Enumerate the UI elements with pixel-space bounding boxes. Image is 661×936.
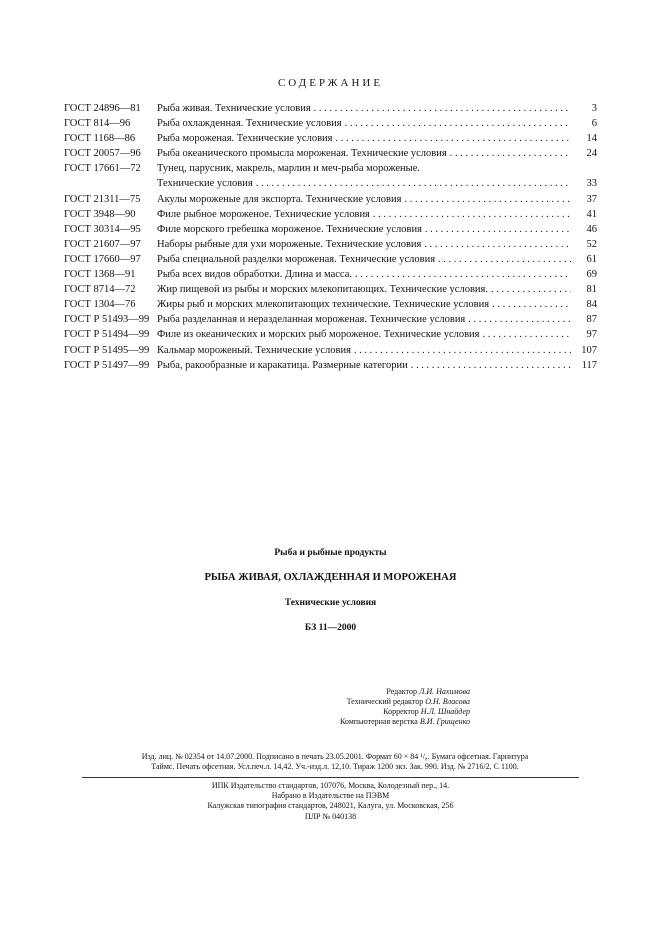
toc-entry [64, 252, 597, 267]
credit-role: Редактор [386, 687, 417, 696]
toc-title-block [157, 327, 597, 342]
toc-title-block [157, 192, 597, 207]
toc-title-line [157, 207, 597, 222]
toc-title-text: Наборы рыбные для ухи мороженые. Технические условия [157, 238, 422, 250]
toc-title-block [157, 358, 597, 373]
toc-leader-dots [408, 358, 571, 373]
toc-leader-dots [351, 343, 571, 358]
credit-line [240, 697, 470, 707]
toc-entry [64, 222, 597, 237]
toc-title-block [157, 267, 597, 282]
toc-leader-dots [422, 222, 571, 237]
toc-entry [64, 267, 597, 282]
credits-block [240, 687, 470, 727]
toc-title-block [157, 131, 597, 146]
toc-entry [64, 297, 597, 312]
toc-leader-dots [421, 237, 571, 252]
publisher-line: Калужская типография стандартов, 248021, Калуга, ул. Московская, 256 [207, 801, 454, 811]
toc-title-block [157, 343, 597, 358]
imprint-block [40, 752, 630, 773]
toc-page-number: 61 [586, 253, 597, 265]
toc-title-text: Технические условия [157, 178, 253, 190]
toc-entry [64, 146, 597, 161]
toc-code: ГОСТ Р 51493—99 [64, 314, 150, 326]
toc-code: ГОСТ 1168—86 [64, 133, 136, 145]
toc-title-text: Тунец, парусник, макрель, марлин и меч-рыба мороженые. [157, 163, 421, 175]
toc-leader-dots [342, 116, 571, 131]
toc-page-number: 52 [586, 238, 597, 250]
toc-title-text: Рыба, ракообразные и каракатица. Размерные категории [157, 359, 408, 371]
credit-role: Технический редактор [346, 697, 424, 706]
toc-code: ГОСТ 24896—81 [64, 103, 141, 114]
toc-page-number: 107 [581, 344, 597, 356]
toc-title-text: Рыба охлажденная. Технические условия [157, 118, 342, 130]
toc-title-line [157, 282, 597, 297]
toc-title-text: Акулы мороженые для экспорта. Технические условия [157, 193, 402, 205]
imprint-line: Таймс. Печать офсетная. Усл.печ.л. 14,42. Уч.-изд.л. 12,10. Тираж 1200 экз. Зак. 990. Изд. № 2716/2. С 1100. [151, 762, 519, 772]
toc-title-line [157, 252, 597, 267]
toc-title-line [157, 131, 597, 146]
table-of-contents [64, 101, 597, 373]
toc-page-number: 81 [586, 284, 597, 296]
toc-code: ГОСТ Р 51494—99 [64, 329, 150, 341]
toc-code: ГОСТ 8714—72 [64, 284, 136, 296]
imprint-line: Изд. лиц. № 02354 от 14.07.2000. Подписано в печать 23.05.2001. Формат 60 × 84 ¹/₈. Бумага офсетная. Гарнитура [141, 752, 529, 761]
toc-page-number: 24 [586, 148, 597, 160]
credit-name: Н.Л. Шнайдер [420, 707, 470, 716]
toc-code: ГОСТ 814—96 [64, 118, 131, 130]
collection-series: Рыба и рыбные продукты [274, 548, 387, 558]
toc-code: ГОСТ 21311—75 [64, 193, 141, 205]
toc-page-number: 117 [581, 359, 597, 371]
toc-page-number: 97 [586, 329, 597, 341]
toc-title-block [157, 101, 597, 116]
toc-title-line [157, 267, 597, 282]
toc-title-block [157, 161, 597, 191]
collection-code: БЗ 11—2000 [304, 623, 357, 633]
toc-entry [64, 131, 597, 146]
publisher-line: ИПК Издательство стандартов, 107076, Москва, Колодезный пер., 14. [211, 781, 450, 790]
toc-code: ГОСТ 17660—97 [64, 253, 141, 265]
toc-page-number: 3 [591, 103, 597, 114]
toc-page-number: 87 [586, 314, 597, 326]
toc-title-text: Рыба специальной разделки мороженая. Технические условия [157, 253, 436, 265]
toc-leader-dots [465, 312, 571, 327]
toc-code: ГОСТ 20057—96 [64, 148, 141, 160]
toc-page-number: 14 [586, 133, 597, 145]
toc-entry [64, 192, 597, 207]
toc-title-block [157, 237, 597, 252]
credit-name: О.Н. Власова [425, 697, 470, 706]
toc-title-block [157, 116, 597, 131]
collection-subtitle: Технические условия [284, 598, 377, 608]
publisher-line: Набрано в Издательстве на ПЭВМ [271, 791, 390, 801]
toc-page-number: 33 [586, 178, 597, 190]
toc-leader-dots [435, 252, 571, 267]
publisher-block [0, 781, 661, 822]
toc-entry [64, 207, 597, 222]
toc-title-line [157, 192, 597, 207]
toc-entry [64, 237, 597, 252]
toc-leader-dots [370, 207, 571, 222]
toc-code: ГОСТ 3948—90 [64, 208, 136, 220]
toc-page-number: 37 [586, 193, 597, 205]
toc-title-text: Кальмар мороженый. Технические условия [157, 344, 351, 356]
publisher-line: ПЛР № 040138 [304, 811, 357, 821]
toc-title-text: Рыба мороженая. Технические условия [157, 133, 333, 145]
divider-line [82, 777, 579, 778]
toc-entry [64, 343, 597, 358]
toc-title-line [157, 101, 597, 116]
toc-title-line [157, 237, 597, 252]
toc-code: ГОСТ Р 51497—99 [64, 359, 150, 371]
toc-title-line [157, 312, 597, 327]
toc-title-block [157, 207, 597, 222]
toc-page-number: 69 [586, 269, 597, 281]
toc-entry [64, 116, 597, 131]
toc-page-number: 41 [586, 208, 597, 220]
toc-title-line [157, 343, 597, 358]
toc-leader-dots [333, 131, 572, 146]
toc-entry [64, 101, 597, 116]
toc-code: ГОСТ 30314—95 [64, 223, 141, 235]
toc-leader-dots [253, 176, 571, 191]
toc-leader-dots [489, 297, 571, 312]
toc-code: ГОСТ 21607—97 [64, 238, 141, 250]
toc-title-text: Рыба океанического промысла мороженая. Технические условия [157, 148, 447, 160]
credit-line [240, 687, 470, 697]
toc-entry [64, 161, 597, 191]
toc-page-number: 46 [586, 223, 597, 235]
toc-entry [64, 282, 597, 297]
toc-leader-dots [352, 267, 571, 282]
toc-title-line [157, 358, 597, 373]
toc-title-line [157, 161, 597, 176]
toc-title-block [157, 252, 597, 267]
toc-title-line [157, 146, 597, 161]
collection-title: РЫБА ЖИВАЯ, ОХЛАЖДЕННАЯ И МОРОЖЕНАЯ [204, 572, 457, 583]
toc-title-text: Жиры рыб и морских млекопитающих технические. Технические условия [157, 299, 490, 311]
toc-title-block [157, 312, 597, 327]
toc-leader-dots [488, 282, 571, 297]
credit-name: Л.И. Нахимова [418, 687, 470, 696]
toc-title-text: Филе рыбное мороженое. Технические условия [157, 208, 370, 220]
toc-page-number: 6 [591, 118, 597, 130]
toc-title-text: Рыба живая. Технические условия [157, 103, 311, 114]
toc-title-line [157, 297, 597, 312]
toc-leader-dots [311, 101, 571, 116]
toc-code: ГОСТ 1304—76 [64, 299, 136, 311]
toc-entry [64, 312, 597, 327]
toc-title-text: Филе морского гребешка мороженое. Технические условия [157, 223, 422, 235]
toc-title-line [157, 176, 597, 191]
toc-page-number: 84 [586, 299, 597, 311]
toc-entry [64, 327, 597, 342]
toc-entry [64, 358, 597, 373]
toc-title-line [157, 222, 597, 237]
toc-title: СОДЕРЖАНИЕ [277, 77, 384, 89]
toc-title-text: Филе из океанических и морских рыб мороженое. Технические условия [157, 329, 480, 341]
toc-leader-dots [447, 146, 571, 161]
credit-role: Корректор [383, 707, 419, 716]
toc-title-block [157, 282, 597, 297]
credit-role: Компьютерная верстка [339, 717, 418, 726]
credit-line [240, 707, 470, 717]
toc-title-text: Рыба всех видов обработки. Длина и масса. [157, 269, 353, 281]
toc-title-text: Рыба разделанная и неразделанная мороженая. Технические условия [157, 314, 466, 326]
toc-title-block [157, 222, 597, 237]
toc-leader-dots [480, 327, 571, 342]
toc-title-line [157, 327, 597, 342]
toc-title-text: Жир пищевой из рыбы и морских млекопитающих. Технические условия. [157, 284, 488, 296]
toc-title-block [157, 297, 597, 312]
credit-name: В.И. Грищенко [419, 717, 470, 726]
toc-code: ГОСТ 1368—91 [64, 269, 136, 281]
toc-code: ГОСТ 17661—72 [64, 163, 141, 175]
toc-title-line [157, 116, 597, 131]
toc-leader-dots [401, 192, 571, 207]
toc-code: ГОСТ Р 51495—99 [64, 344, 150, 356]
credit-line [240, 717, 470, 727]
toc-title-block [157, 146, 597, 161]
